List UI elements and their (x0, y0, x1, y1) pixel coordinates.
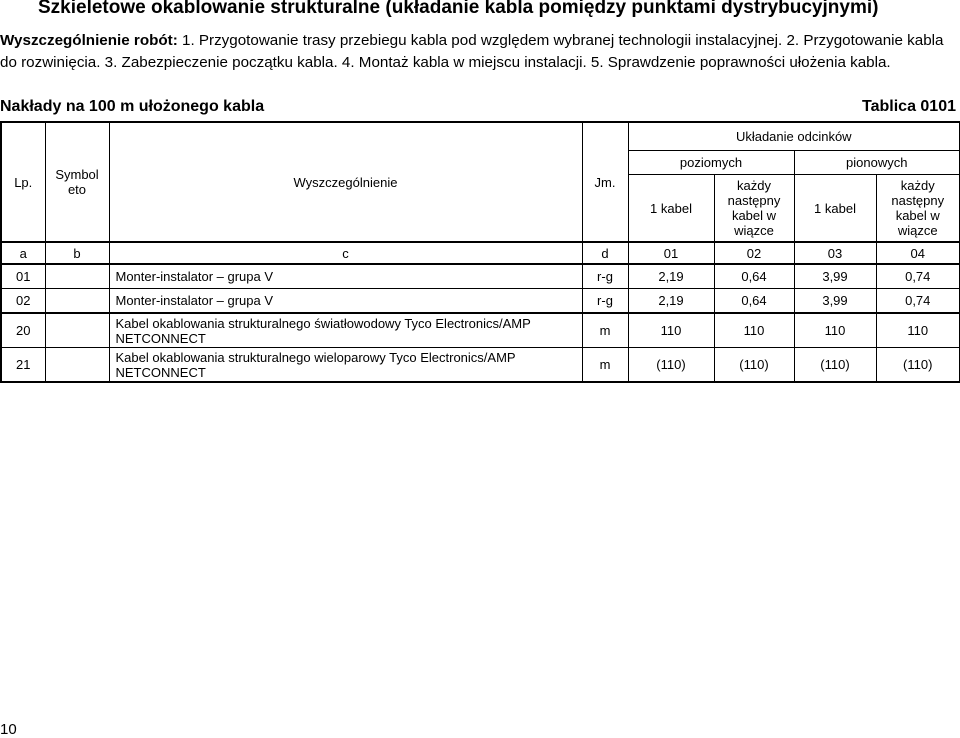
table-row (1, 289, 960, 314)
code-cell: 03 (794, 242, 876, 264)
row-value: 3,99 (794, 264, 876, 289)
row-value: 3,99 (794, 289, 876, 314)
header-lp: Lp. (1, 122, 45, 242)
row-jm: r-g (582, 264, 628, 289)
row-symbol (45, 313, 109, 348)
row-value: (110) (714, 348, 794, 383)
column-codes-row (1, 242, 960, 264)
row-value: 0,64 (714, 289, 794, 314)
page-number: 10 (0, 721, 17, 738)
row-value: 2,19 (628, 264, 714, 289)
row-jm: m (582, 348, 628, 383)
code-cell: b (45, 242, 109, 264)
table-number: Tablica 0101 (862, 98, 956, 115)
row-value: 110 (876, 313, 960, 348)
work-description-text: 1. Przygotowanie trasy przebiegu kabla pod względem wybranej technologii instalacyjnej. 2. Przygotowanie kabla do rozwinięcia. 3. Zabezpieczenie początku kabla. 4. Montaż kabla w miejscu instalacji. 5. Sprawdzenie poprawności ułożenia kabla. (0, 32, 944, 71)
row-lp: 21 (1, 348, 45, 383)
code-cell: 02 (714, 242, 794, 264)
row-value: 0,74 (876, 264, 960, 289)
table-row (1, 313, 960, 348)
code-cell: c (109, 242, 582, 264)
row-value: 110 (628, 313, 714, 348)
row-lp: 20 (1, 313, 45, 348)
row-value: 0,74 (876, 289, 960, 314)
norm-table (0, 121, 960, 383)
row-value: 0,64 (714, 264, 794, 289)
row-value: 110 (794, 313, 876, 348)
header-poziome-kazdy: każdy następny kabel w wiązce (714, 175, 794, 243)
code-cell: a (1, 242, 45, 264)
row-name: Kabel okablowania strukturalnego światłowodowy Tyco Electronics/AMP NETCONNECT (109, 313, 582, 348)
code-cell: 01 (628, 242, 714, 264)
header-pionowe-kazdy: każdy następny kabel w wiązce (876, 175, 960, 243)
header-wyszczegolnienie: Wyszczególnienie (109, 122, 582, 242)
row-value: (110) (876, 348, 960, 383)
row-symbol (45, 348, 109, 383)
header-poziome-1-kabel: 1 kabel (628, 175, 714, 243)
row-jm: m (582, 313, 628, 348)
row-value: 110 (714, 313, 794, 348)
row-lp: 02 (1, 289, 45, 314)
work-description-label: Wyszczególnienie robót: (0, 32, 178, 49)
work-description (0, 30, 960, 74)
header-jm: Jm. (582, 122, 628, 242)
expenditure-heading: Nakłady na 100 m ułożonego kabla (0, 98, 265, 115)
row-value: 2,19 (628, 289, 714, 314)
row-symbol (45, 264, 109, 289)
code-cell: 04 (876, 242, 960, 264)
table-row (1, 264, 960, 289)
header-pionowe-1-kabel: 1 kabel (794, 175, 876, 243)
row-value: (110) (628, 348, 714, 383)
row-jm: r-g (582, 289, 628, 314)
row-name: Monter-instalator – grupa V (109, 264, 582, 289)
header-symbol: Symbol eto (45, 122, 109, 242)
row-symbol (45, 289, 109, 314)
header-pionowych: pionowych (794, 151, 960, 175)
row-value: (110) (794, 348, 876, 383)
code-cell: d (582, 242, 628, 264)
table-row (1, 348, 960, 383)
row-lp: 01 (1, 264, 45, 289)
header-ukladanie: Układanie odcinków (628, 122, 960, 151)
page-title: Szkieletowe okablowanie strukturalne (układanie kabla pomiędzy punktami dystrybucyjnymi) (38, 0, 879, 18)
row-name: Kabel okablowania strukturalnego wieloparowy Tyco Electronics/AMP NETCONNECT (109, 348, 582, 383)
header-poziomych: poziomych (628, 151, 794, 175)
row-name: Monter-instalator – grupa V (109, 289, 582, 314)
